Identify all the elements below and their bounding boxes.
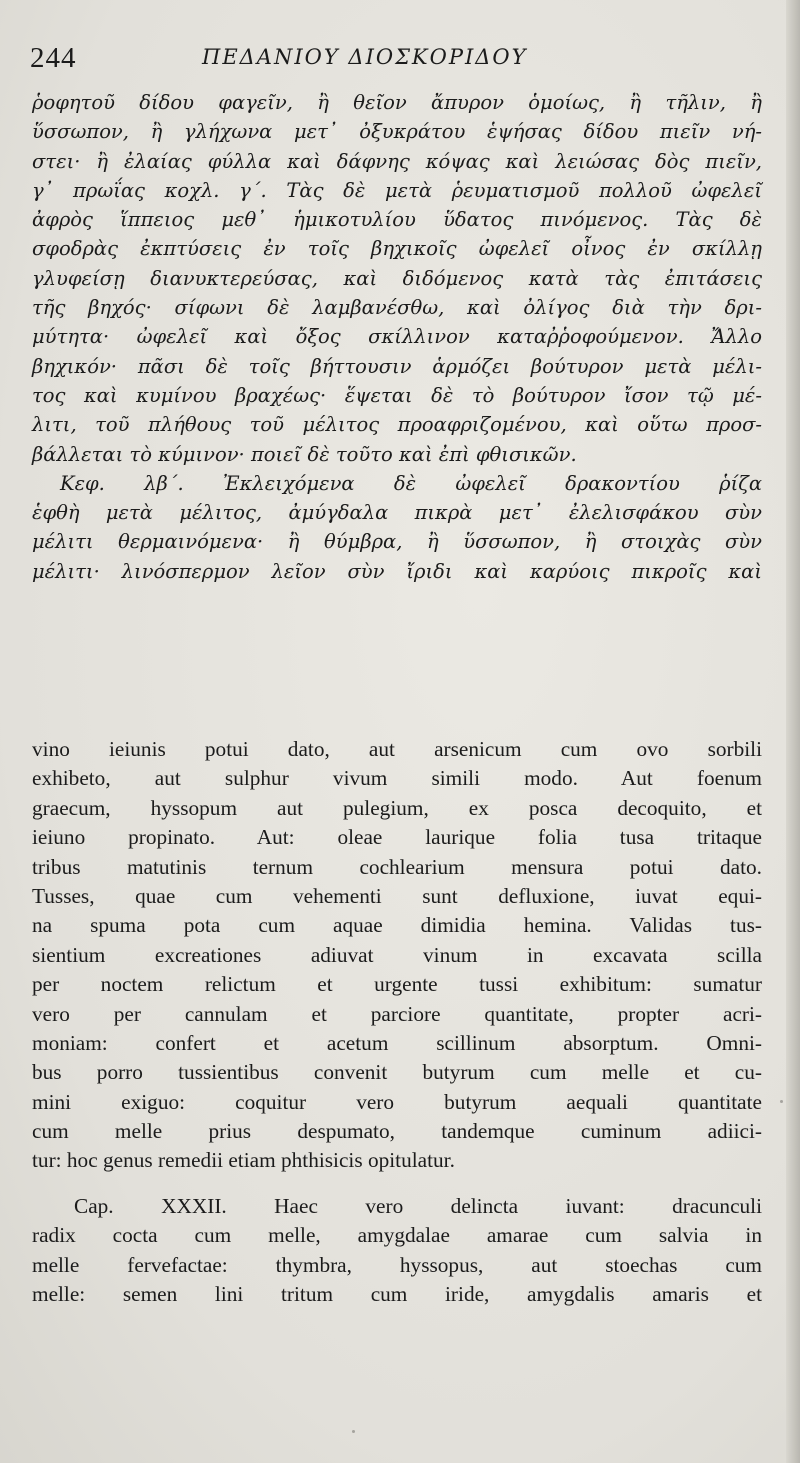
latin-line: graecum, hyssopum aut pulegium, ex posca decoquito, et <box>32 795 762 820</box>
latin-line: Tusses, quae cum vehementi sunt defluxione, iuvat equi- <box>32 883 762 908</box>
latin-line: per noctem relictum et urgente tussi exhibitum: sumatur <box>32 972 762 997</box>
greek-line: βάλλεται τὸ κύμινον· ποιεῖ δὲ τοῦτο καὶ ἐπὶ φθισικῶν. <box>32 442 577 466</box>
running-title: ΠΕΔΑΝΙΟΥ ΔΙΟΣΚΟΡΙΔΟΥ <box>202 45 528 69</box>
latin-line: vero per cannulam et parciore quantitate, propter acri- <box>32 1001 762 1026</box>
latin-line: bus porro tussientibus convenit butyrum cum melle et cu- <box>32 1060 762 1085</box>
greek-chapter-heading-line: Κεφ. λβ΄. Ἐκλειχόμενα δὲ ὠφελεῖ δρακοντίου ῥίζα <box>60 471 762 495</box>
greek-line: γλυφείσῃ διανυκτερεύσας, καὶ διδόμενος κατὰ τὰς ἐπιτάσεις <box>32 266 762 290</box>
latin-text-block <box>32 735 762 1309</box>
latin-line: tur: hoc genus remedii etiam phthisicis opitulatur. <box>32 1148 455 1173</box>
paper-speck <box>352 1430 355 1433</box>
latin-line: melle fervefactae: thymbra, hyssopus, aut stoechas cum <box>32 1252 762 1277</box>
greek-line: μέλιτι· λινόσπερμον λεῖον σὺν ἴριδι καὶ καρύοις πικροῖς καὶ <box>32 559 762 583</box>
latin-line: exhibeto, aut sulphur vivum simili modo. Aut foenum <box>32 766 762 791</box>
page-number: 244 <box>30 42 77 74</box>
latin-line: mini exiguo: coquitur vero butyrum aequali quantitate <box>32 1089 762 1114</box>
latin-line: cum melle prius despumato, tandemque cuminum adiici- <box>32 1119 762 1144</box>
greek-line: σφοδρὰς ἐκπτύσεις ἐν τοῖς βηχικοῖς ὠφελεῖ οἶνος ἐν σκίλλῃ <box>32 237 762 261</box>
latin-line: moniam: confert et acetum scillinum absorptum. Omni- <box>32 1030 762 1055</box>
latin-line: sientium excreationes adiuvat vinum in excavata scilla <box>32 942 762 967</box>
greek-line: ῥοφητοῦ δίδου φαγεῖν, ἢ θεῖον ἄπυρον ὁμοίως, ἢ τῆλιν, ἢ <box>32 91 762 114</box>
paper-speck <box>780 1100 783 1103</box>
greek-line: τος καὶ κυμίνου βραχέως· ἕψεται δὲ τὸ βούτυρον ἴσον τῷ μέ- <box>32 383 762 407</box>
greek-line: στει· ἢ ἐλαίας φύλλα καὶ δάφνης κόψας καὶ λειώσας δὸς πιεῖν, <box>32 149 762 173</box>
greek-line: ἑφθὴ μετὰ μέλιτος, ἀμύγδαλα πικρὰ μετ᾽ ἐλελισφάκου σὺν <box>32 501 762 525</box>
greek-line: ἀφρὸς ἵππειος μεθ᾽ ἡμικοτυλίου ὕδατος πινόμενος. Τὰς δὲ <box>32 208 762 232</box>
greek-text-block <box>32 88 762 586</box>
latin-line: radix cocta cum melle, amygdalae amarae cum salvia in <box>32 1223 762 1248</box>
greek-line: μέλιτι θερμαινόμενα· ἢ θύμβρα, ἢ ὕσσωπον, ἢ στοιχὰς σὺν <box>32 530 762 554</box>
page-header <box>30 42 760 82</box>
greek-line: ὕσσωπον, ἢ γλήχωνα μετ᾽ ὀξυκράτου ἑψήσας δίδου πιεῖν νή- <box>32 120 762 144</box>
greek-line: μύτητα· ὠφελεῖ καὶ ὄξος σκίλλινον καταῤῥοφούμενον. Ἄλλο <box>32 325 762 349</box>
latin-line: tribus matutinis ternum cochlearium mensura potui dato. <box>32 854 762 879</box>
latin-line: melle: semen lini tritum cum iride, amygdalis amaris et <box>32 1282 762 1307</box>
latin-line: na spuma pota cum aquae dimidia hemina. Validas tus- <box>32 913 762 938</box>
page-edge-shadow <box>786 0 800 1463</box>
greek-line: βηχικόν· πᾶσι δὲ τοῖς βήττουσιν ἁρμόζει βούτυρον μετὰ μέλι- <box>32 354 762 378</box>
greek-line: τῆς βηχός· σίφωνι δὲ λαμβανέσθω, καὶ ὀλίγος διὰ τὴν δρι- <box>32 296 762 320</box>
latin-line: ieiuno propinato. Aut: oleae laurique folia tusa tritaque <box>32 825 762 850</box>
greek-line: λιτι, τοῦ πλήθους τοῦ μέλιτος προαφριζομένου, καὶ οὕτω προσ- <box>32 413 762 437</box>
paragraph-gap <box>32 1176 762 1192</box>
greek-line: γ᾽ πρωΐας κοχλ. γ΄. Τὰς δὲ μετὰ ῥευματισμοῦ πολλοῦ ὠφελεῖ <box>32 178 762 202</box>
latin-chapter-heading-line: Cap. XXXII. Haec vero delincta iuvant: dracunculi <box>74 1193 762 1218</box>
latin-line: vino ieiunis potui dato, aut arsenicum cum ovo sorbili <box>32 737 762 761</box>
